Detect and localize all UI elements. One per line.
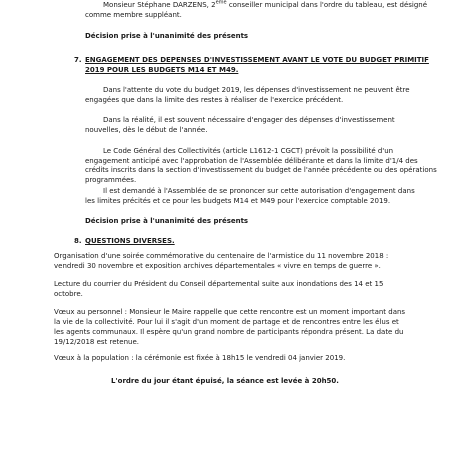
decision-statement: Décision prise à l'unanimité des présents — [85, 217, 249, 225]
section-8-number: 8. — [74, 237, 82, 245]
section-7-para-4-line-2: les limites précités et ce pour les budgets M14 et M49 pour l'exercice comptable 2019. — [85, 197, 391, 205]
section-7-para-1-line-1: Dans l'attente du vote du budget 2019, les dépenses d'investissement ne peuvent être — [103, 86, 410, 94]
question-4: Vœux à la population : la cérémonie est fixée à 18h15 le vendredi 04 janvier 2019. — [54, 354, 346, 362]
question-3-line-2: la vie de la collectivité. Pour lui il s'agit d'un moment de partage et de rencontres entre les élus et — [54, 318, 399, 326]
section-7-para-3-line-3: crédits inscrits dans la section d'investissement du budget de l'année précédente ou des opérations — [85, 166, 437, 174]
section-7-title-line-2: 2019 POUR LES BUDGETS M14 ET M49. — [85, 66, 239, 74]
question-1-line-1: Organisation d'une soirée commémorative du centenaire de l'armistice du 11 novembre 2018 : — [54, 252, 389, 260]
section-7-para-3-line-1: Le Code Général des Collectivités (article L1612-1 CGCT) prévoit la possibilité d'un — [103, 147, 394, 155]
question-3-line-4: 19/12/2018 est retenue. — [54, 338, 139, 346]
section-7-para-3-line-2: engagement anticipé avec l'approbation de l'Assemblée délibérante et dans la limite d'1/4 des — [85, 157, 418, 165]
question-2-line-1: Lecture du courrier du Président du Conseil départemental suite aux inondations des 14 et 15 — [54, 280, 384, 288]
section-7-para-2-line-2: nouvelles, dès le début de l'année. — [85, 126, 208, 134]
closing-statement: L'ordre du jour étant épuisé, la séance est levée à 20h50. — [111, 377, 339, 385]
section-8-title: QUESTIONS DIVERSES. — [85, 237, 175, 245]
intro-line-2: comme membre suppléant. — [85, 11, 182, 19]
section-7-title-line-1: ENGAGEMENT DES DEPENSES D'INVESTISSEMENT AVANT LE VOTE DU BUDGET PRIMITIF — [85, 56, 429, 64]
decision-statement: Décision prise à l'unanimité des présents — [85, 32, 249, 40]
section-7-number: 7. — [74, 56, 82, 64]
question-2-line-2: octobre. — [54, 290, 83, 298]
section-7-para-4-line-1: Il est demandé à l'Assemblée de se prononcer sur cette autorisation d'engagement dans — [103, 187, 415, 195]
question-3-line-1: Vœux au personnel : Monsieur le Maire rappelle que cette rencontre est un moment important dans — [54, 308, 406, 316]
section-7-para-1-line-2: engagées que dans la limite des restes à réaliser de l'exercice précédent. — [85, 96, 344, 104]
question-3-line-3: les agents communaux. Il espère qu'un grand nombre de participants répondra présent. La date du — [54, 328, 404, 336]
section-7-para-2-line-1: Dans la réalité, il est souvent nécessaire d'engager des dépenses d'investissement — [103, 116, 395, 124]
intro-line-1: Monsieur Stéphane DARZENS, 2ème conseiller municipal dans l'ordre du tableau, est désigné — [103, 0, 428, 9]
section-7-para-3-line-4: programmées. — [85, 176, 137, 184]
question-1-line-2: vendredi 30 novembre et exposition archives départementales « vivre en temps de guerre ». — [54, 262, 381, 270]
